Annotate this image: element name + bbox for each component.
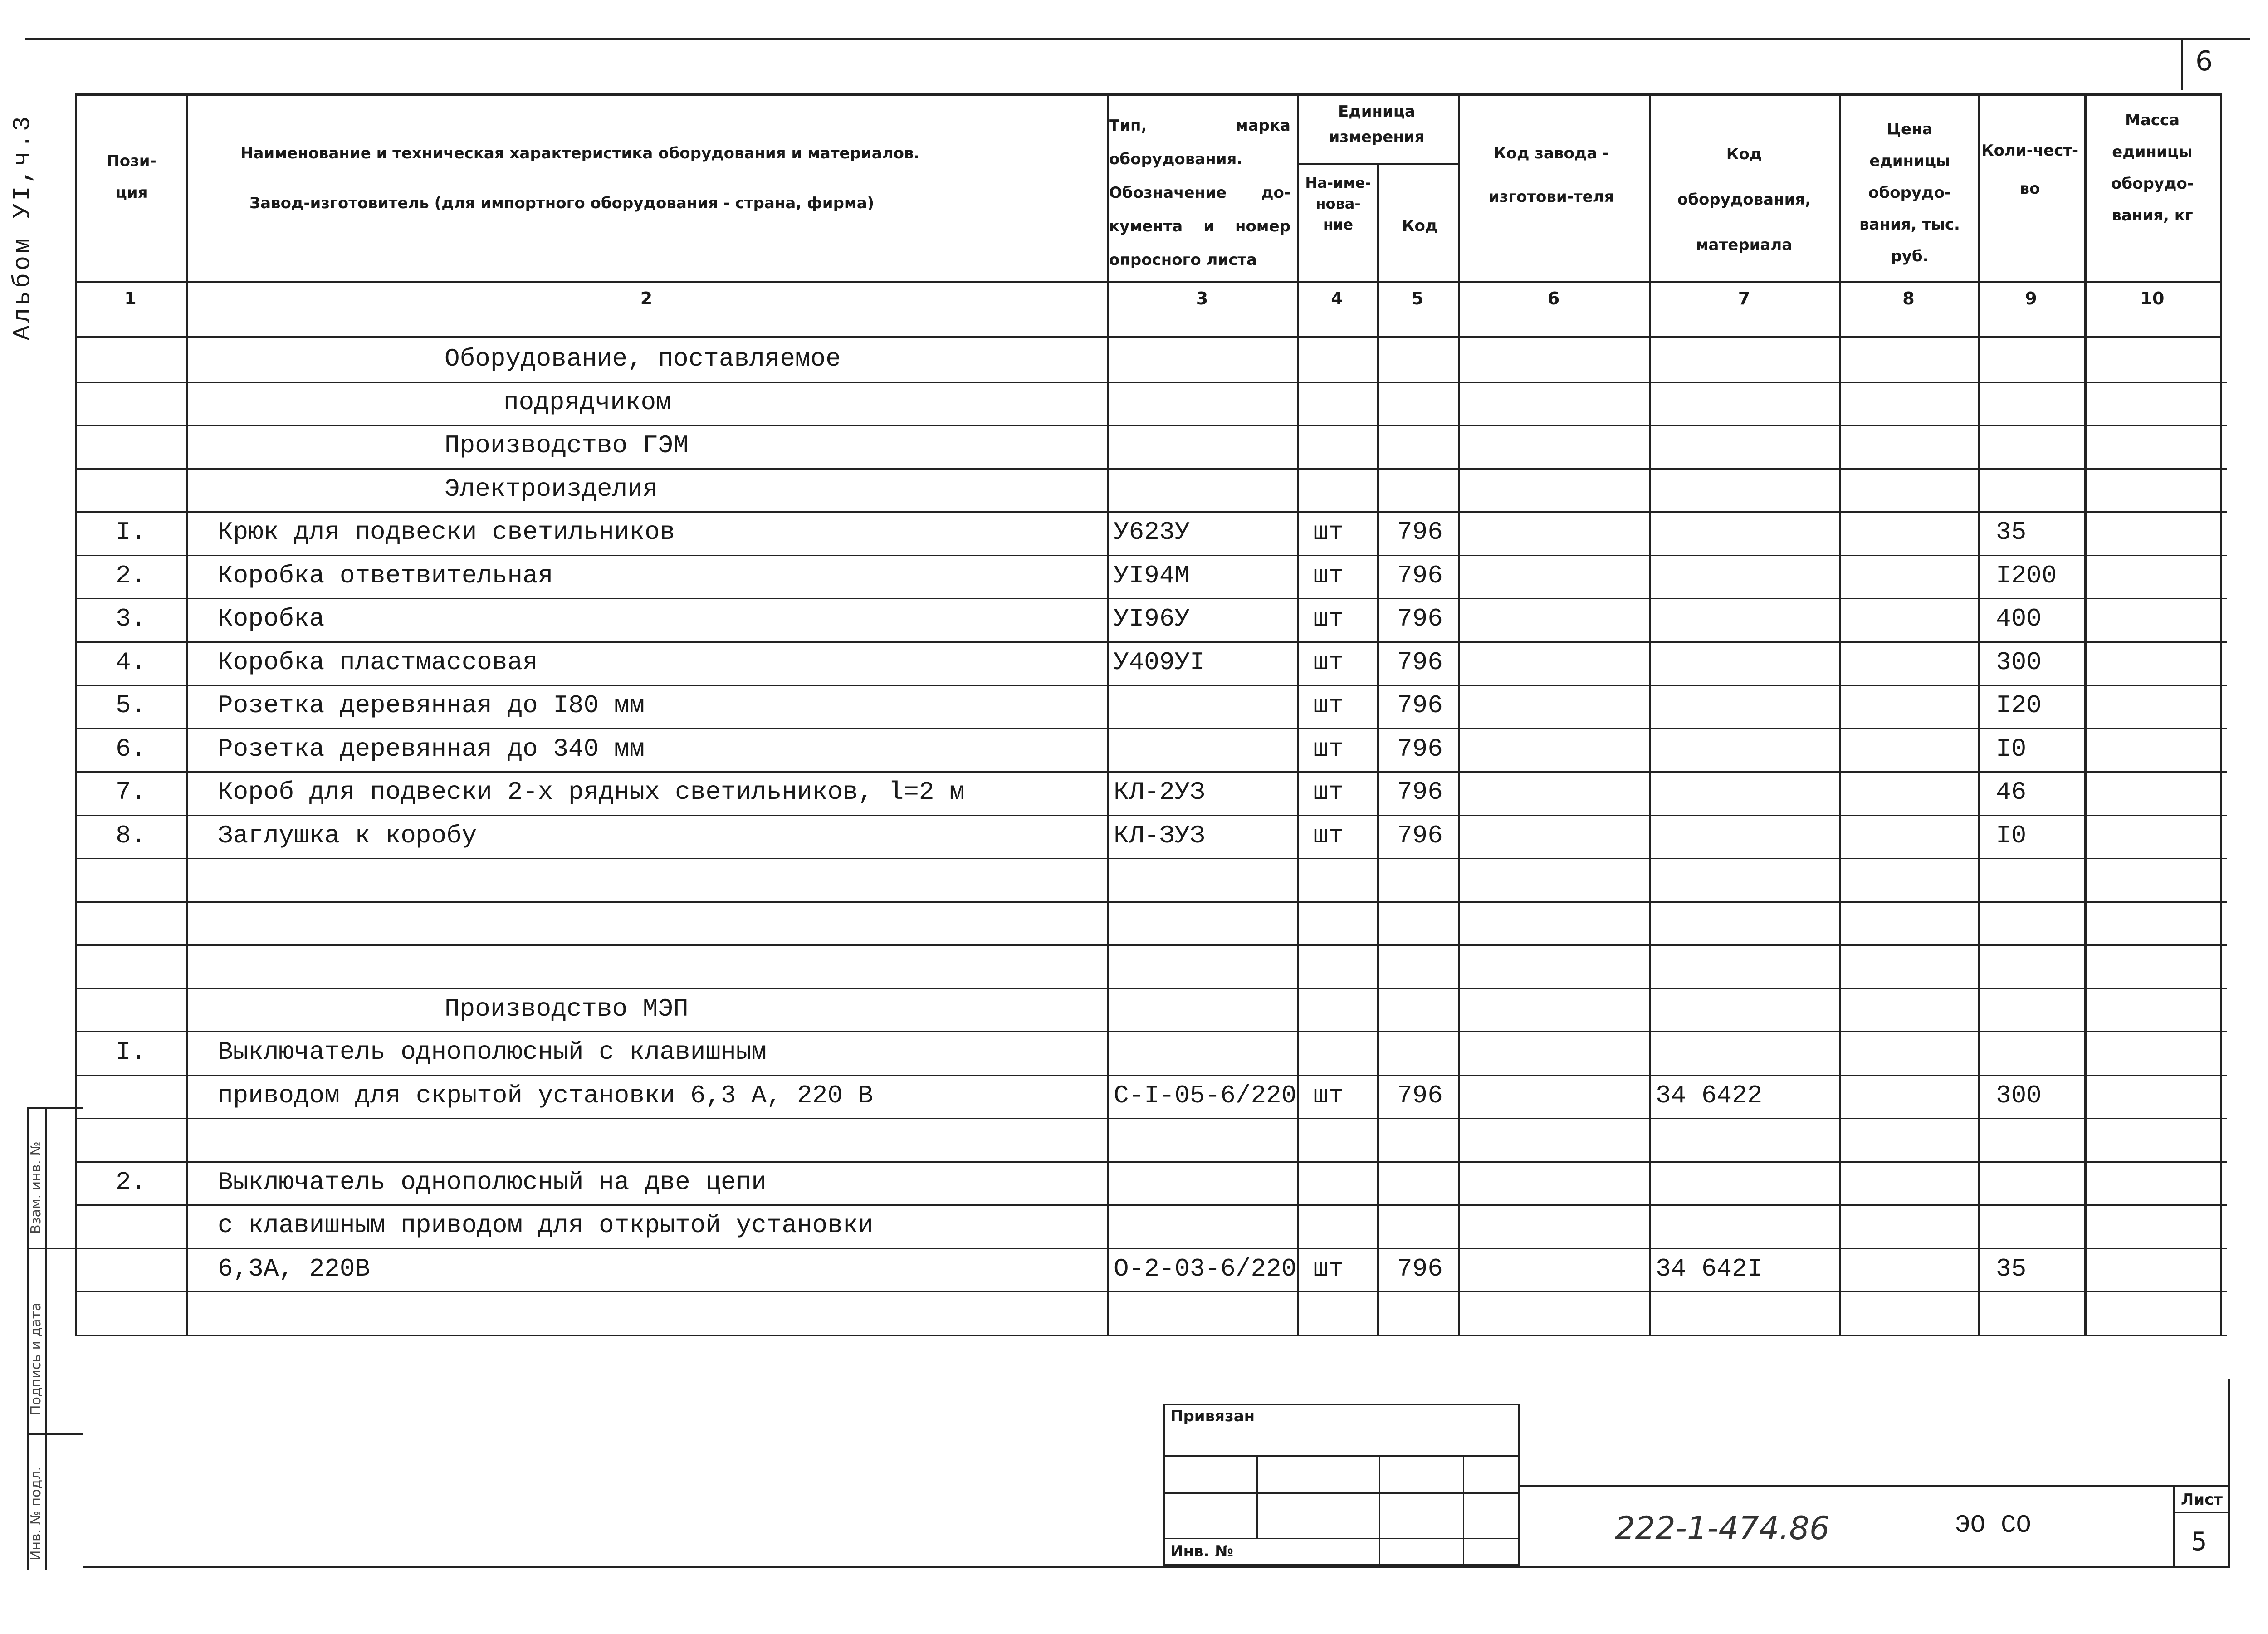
row-quantity: 300: [1996, 647, 2042, 677]
row-position: I.: [116, 518, 147, 547]
row-position: I.: [116, 1037, 147, 1067]
column-line: [2220, 93, 2222, 1335]
stamp-line-3: [1163, 1538, 1520, 1539]
column-number-text: 6: [1547, 289, 1560, 308]
row-divider: [75, 1248, 2227, 1249]
row-name: Электроизделия: [445, 474, 658, 504]
row-divider: [75, 1161, 2227, 1163]
row-divider: [75, 382, 2227, 383]
row-unit-code: 796: [1397, 778, 1443, 807]
row-equipment-code: 34 642I: [1656, 1254, 1763, 1283]
column-line: [1107, 93, 1109, 1335]
row-unit-code: 796: [1397, 518, 1443, 547]
row-quantity: 35: [1996, 1254, 2027, 1283]
bound-stamp-label: Привязан: [1170, 1407, 1255, 1425]
inventory-number-label: Инв. №: [1170, 1542, 1234, 1561]
row-position: 2.: [116, 1167, 147, 1197]
column-line: [186, 93, 188, 1335]
sheet-box-left: [2173, 1485, 2175, 1568]
column-line: [1978, 93, 1980, 1335]
left-strip-label-3: Инв. № подл.: [28, 1467, 44, 1561]
row-unit-code: 796: [1397, 647, 1443, 677]
stamp-vline-3: [1463, 1455, 1464, 1566]
row-quantity: 400: [1996, 604, 2042, 633]
row-unit-code: 796: [1397, 691, 1443, 720]
row-equipment-code: 34 6422: [1656, 1081, 1763, 1110]
stamp-vline-1: [1256, 1455, 1258, 1538]
right-frame-line: [2228, 1379, 2230, 1568]
left-strip-inner: [45, 1107, 47, 1570]
row-unit: шт: [1313, 647, 1344, 677]
row-position: 5.: [116, 691, 147, 720]
column-number-text: 5: [1411, 289, 1424, 308]
row-name: Коробка пластмассовая: [218, 647, 538, 677]
column-line: [1649, 93, 1651, 1335]
document-suffix: ЭО СО: [1955, 1511, 2032, 1540]
row-divider: [75, 728, 2227, 729]
row-type: КЛ-ЗУЗ: [1114, 821, 1205, 850]
row-divider: [75, 771, 2227, 773]
row-divider: [75, 1031, 2227, 1032]
column-number-text: 3: [1196, 289, 1208, 308]
left-strip-div2: [27, 1248, 83, 1249]
row-divider: [75, 1335, 2227, 1336]
column-number-text: 4: [1331, 289, 1343, 308]
document-code: 222-1-474.86: [1615, 1510, 1830, 1547]
stamp-line-2: [1163, 1492, 1520, 1494]
header-unit-group: Единица измерения: [1329, 103, 1425, 146]
row-unit-code: 796: [1397, 821, 1443, 850]
row-quantity: 35: [1996, 518, 2027, 547]
header-factory-code: Код завода - изготови-теля: [1488, 144, 1614, 206]
row-type: УI96У: [1114, 604, 1190, 633]
row-quantity: I0: [1996, 821, 2027, 850]
row-type: О-2-03-6/220: [1114, 1254, 1297, 1283]
left-strip-label-1: Взам. инв. №: [28, 1141, 44, 1234]
column-number-text: 1: [124, 289, 137, 308]
row-name: подрядчиком: [503, 387, 671, 417]
left-strip-div3: [27, 1433, 83, 1435]
page-number-box-left: [2181, 38, 2183, 90]
title-block-top: [1520, 1485, 2229, 1487]
left-strip-div1: [27, 1107, 83, 1109]
column-number-text: 9: [2025, 289, 2037, 308]
row-unit: шт: [1313, 561, 1344, 590]
row-unit-code: 796: [1397, 734, 1443, 763]
row-quantity: I200: [1996, 561, 2057, 590]
row-position: 8.: [116, 821, 147, 850]
row-type: С-I-05-6/220: [1114, 1081, 1297, 1110]
row-divider: [75, 944, 2227, 946]
row-unit: шт: [1313, 1081, 1344, 1110]
row-name: с клавишным приводом для открытой установки: [218, 1211, 874, 1240]
row-divider: [75, 598, 2227, 599]
row-name: Розетка деревянная до I80 мм: [218, 691, 645, 720]
row-divider: [75, 641, 2227, 643]
row-name: Коробка: [218, 604, 325, 633]
row-name: Розетка деревянная до 340 мм: [218, 734, 645, 763]
top-page-number: 6: [2195, 45, 2213, 77]
row-divider: [75, 555, 2227, 556]
row-quantity: 300: [1996, 1081, 2042, 1110]
row-name: Выключатель однополюсный с клавишным: [218, 1037, 767, 1067]
bound-stamp: [1163, 1404, 1520, 1566]
sheet-label: Лист: [2181, 1491, 2223, 1509]
row-position: 7.: [116, 778, 147, 807]
row-name: Коробка ответвительная: [218, 561, 553, 590]
row-divider: [75, 1118, 2227, 1119]
colnum-bottom: [75, 336, 2220, 338]
row-name: Оборудование, поставляемое: [445, 344, 841, 373]
header-equipment-code: Код оборудования, материала: [1677, 145, 1811, 254]
row-unit: шт: [1313, 1254, 1344, 1283]
column-line: [2084, 93, 2087, 1335]
header-price: Цена единицы оборудо-вания, тыс. руб.: [1859, 120, 1960, 265]
row-divider: [75, 1291, 2227, 1292]
row-divider: [75, 511, 2227, 513]
row-divider: [75, 685, 2227, 686]
row-type: У409УI: [1114, 647, 1205, 677]
left-strip-label-2: Подпись и дата: [28, 1302, 44, 1415]
sheet-number: 5: [2191, 1527, 2207, 1556]
row-name: Производство ГЭМ: [445, 431, 689, 460]
row-unit-code: 796: [1397, 1081, 1443, 1110]
row-position: 3.: [116, 604, 147, 633]
stamp-line-1: [1163, 1455, 1520, 1457]
header-position: Пози-ция: [107, 152, 156, 202]
top-rule: [25, 38, 2250, 40]
row-unit-code: 796: [1397, 1254, 1443, 1283]
table-top: [75, 93, 2220, 96]
row-unit: шт: [1313, 734, 1344, 763]
header-type: Тип, марка оборудования. Обозначение до-кумента и номер опросного листа: [1109, 117, 1290, 269]
column-number-text: 2: [640, 289, 653, 308]
row-unit: шт: [1313, 604, 1344, 633]
row-quantity: I20: [1996, 691, 2042, 720]
sheet-box-mid: [2173, 1512, 2229, 1513]
column-line: [1839, 93, 1841, 1335]
row-name: Выключатель однополюсный на две цепи: [218, 1167, 767, 1197]
row-position: 2.: [116, 561, 147, 590]
row-name: Производство МЭП: [445, 994, 689, 1023]
row-unit: шт: [1313, 778, 1344, 807]
column-line: [1458, 93, 1460, 1335]
header-quantity: Коли-чест-во: [1981, 142, 2079, 198]
album-label: Альбом УI,ч.3: [9, 113, 37, 340]
bottom-frame-line: [83, 1566, 2229, 1568]
row-unit-code: 796: [1397, 604, 1443, 633]
row-position: 4.: [116, 647, 147, 677]
row-type: КЛ-2УЗ: [1114, 778, 1205, 807]
row-divider: [75, 858, 2227, 859]
row-divider: [75, 425, 2227, 426]
row-name: 6,3А, 220В: [218, 1254, 371, 1283]
header-unit-code: Код: [1402, 217, 1438, 235]
column-line: [75, 93, 77, 1335]
row-divider: [75, 815, 2227, 816]
row-divider: [75, 1204, 2227, 1206]
column-number-text: 10: [2140, 289, 2165, 308]
row-position: 6.: [116, 734, 147, 763]
row-divider: [75, 901, 2227, 903]
column-number-text: 8: [1902, 289, 1915, 308]
row-name: приводом для скрытой установки 6,3 А, 220 В: [218, 1081, 874, 1110]
row-type: У623У: [1114, 518, 1190, 547]
row-unit: шт: [1313, 821, 1344, 850]
colnum-top: [75, 281, 2220, 283]
row-quantity: I0: [1996, 734, 2027, 763]
header-name-line1: Наименование и техническая характеристика оборудования и материалов.: [240, 144, 920, 162]
row-quantity: 46: [1996, 778, 2027, 807]
column-number-text: 7: [1738, 289, 1750, 308]
row-unit: шт: [1313, 691, 1344, 720]
row-name: Короб для подвески 2-х рядных светильников, l=2 м: [218, 778, 965, 807]
column-line: [1377, 163, 1379, 1335]
row-name: Заглушка к коробу: [218, 821, 477, 850]
header-mass: Масса единицы оборудо-вания, кг: [2111, 111, 2194, 225]
row-divider: [75, 468, 2227, 470]
stamp-vline-2: [1379, 1455, 1380, 1566]
row-name: Крюк для подвески светильников: [218, 518, 675, 547]
row-type: УI94М: [1114, 561, 1190, 590]
row-unit-code: 796: [1397, 561, 1443, 590]
header-unit-name: На-име-нова-ние: [1305, 174, 1371, 233]
row-unit: шт: [1313, 518, 1344, 547]
header-name-line2: Завод-изготовитель (для импортного оборудования - страна, фирма): [249, 194, 875, 212]
row-divider: [75, 1075, 2227, 1076]
column-line: [1297, 93, 1299, 1335]
row-divider: [75, 988, 2227, 989]
